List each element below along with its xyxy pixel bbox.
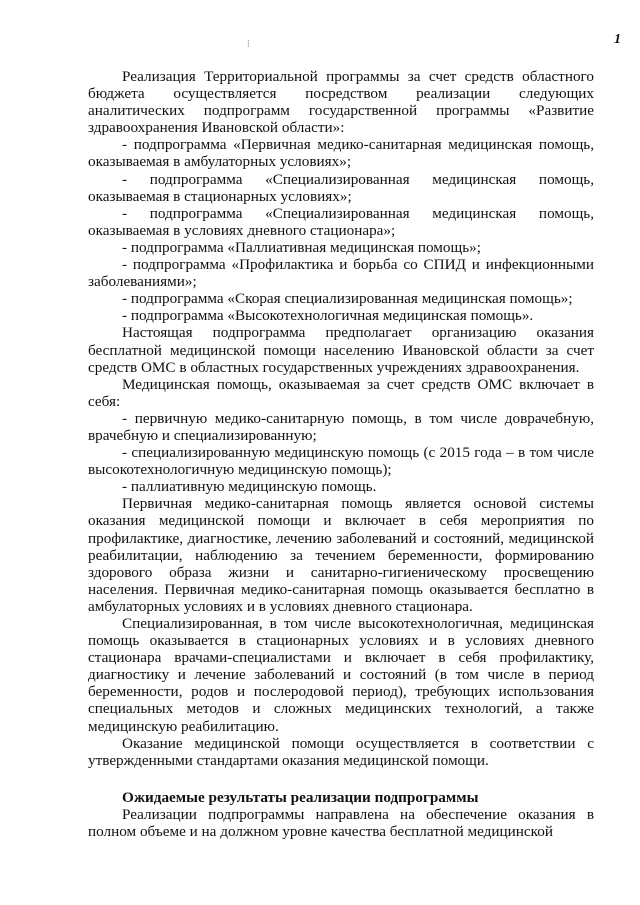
specialized-care-paragraph: Специализированная, в том числе высокотехнологичная, медицинская помощь оказывается в стационарных условиях и в условиях дневного стационара врачами-специалистами и включает в себя профилактику, диагностику и лечение заболеваний и состояний (в том числе в период беременности, родов и послеродовой период), требующих использования специальных методов и сложных медицинских технологий, а также медицинскую реабилитацию. <box>88 615 594 735</box>
subprogram-item: - подпрограмма «Скорая специализированная медицинская помощь»; <box>122 290 573 308</box>
primary-care-paragraph: Первичная медико-санитарная помощь является основой системы оказания медицинской помощи и включает в себя мероприятия по профилактике, диагностике, лечению заболеваний и состояний, медицинской реабилитации, наблюдению за течением беременности, формированию здорового образа жизни и санитарно-гигиеническому просвещению населения. Первичная медико-санитарная помощь оказывается бесплатно в амбулаторных условиях и в условиях дневного стационара. <box>88 495 594 615</box>
oms-paragraph: Медицинская помощь, оказываемая за счет средств ОМС включает в себя: <box>88 375 594 410</box>
document-body <box>88 68 594 840</box>
oms-item: - паллиативную медицинскую помощь. <box>122 478 377 496</box>
subprogram-item: - подпрограмма «Паллиативная медицинская помощь»; <box>122 238 481 256</box>
standards-paragraph: Оказание медицинской помощи осуществляется в соответствии с утвержденными стандартами оказания медицинской помощи. <box>88 734 594 769</box>
subprogram-item: - подпрограмма «Специализированная медицинская помощь, оказываемая в условиях дневного стационара»; <box>88 204 594 239</box>
subprogram-item: - подпрограмма «Первичная медико-санитарная медицинская помощь, оказываемая в амбулаторных условиях»; <box>88 136 594 171</box>
subprogram-item: - подпрограмма «Специализированная медицинская помощь, оказываемая в стационарных условиях»; <box>88 170 594 205</box>
intro-paragraph: Реализация Территориальной программы за счет средств областного бюджета осуществляется посредством реализации следующих аналитических подпрограмм государственной программы «Развитие здравоохранения Ивановской области»: <box>88 68 594 137</box>
oms-item: - первичную медико-санитарную помощь, в том числе доврачебную, врачебную и специализированную; <box>88 409 594 444</box>
page-number: 1 <box>614 32 621 47</box>
scan-artifact-mark: ⁞ <box>247 39 250 50</box>
results-paragraph: Реализации подпрограммы направлена на обеспечение оказания в полном объеме и на должном уровне качества бесплатной медицинской <box>88 805 594 841</box>
results-heading: Ожидаемые результаты реализации подпрограммы <box>122 788 479 806</box>
subprogram-item: - подпрограмма «Профилактика и борьба со СПИД и инфекционными заболеваниями»; <box>88 256 594 291</box>
oms-list <box>88 410 594 495</box>
subprogram-list <box>88 136 594 324</box>
oms-item: - специализированную медицинскую помощь (с 2015 года – в том числе высокотехнологичную медицинскую помощь); <box>88 444 594 479</box>
organization-paragraph: Настоящая подпрограмма предполагает организацию оказания бесплатной медицинской помощи населению Ивановской области за счет средств ОМС в областных государственных учреждениях здравоохранения. <box>88 324 594 376</box>
subprogram-item: - подпрограмма «Высокотехнологичная медицинская помощь». <box>122 307 534 325</box>
